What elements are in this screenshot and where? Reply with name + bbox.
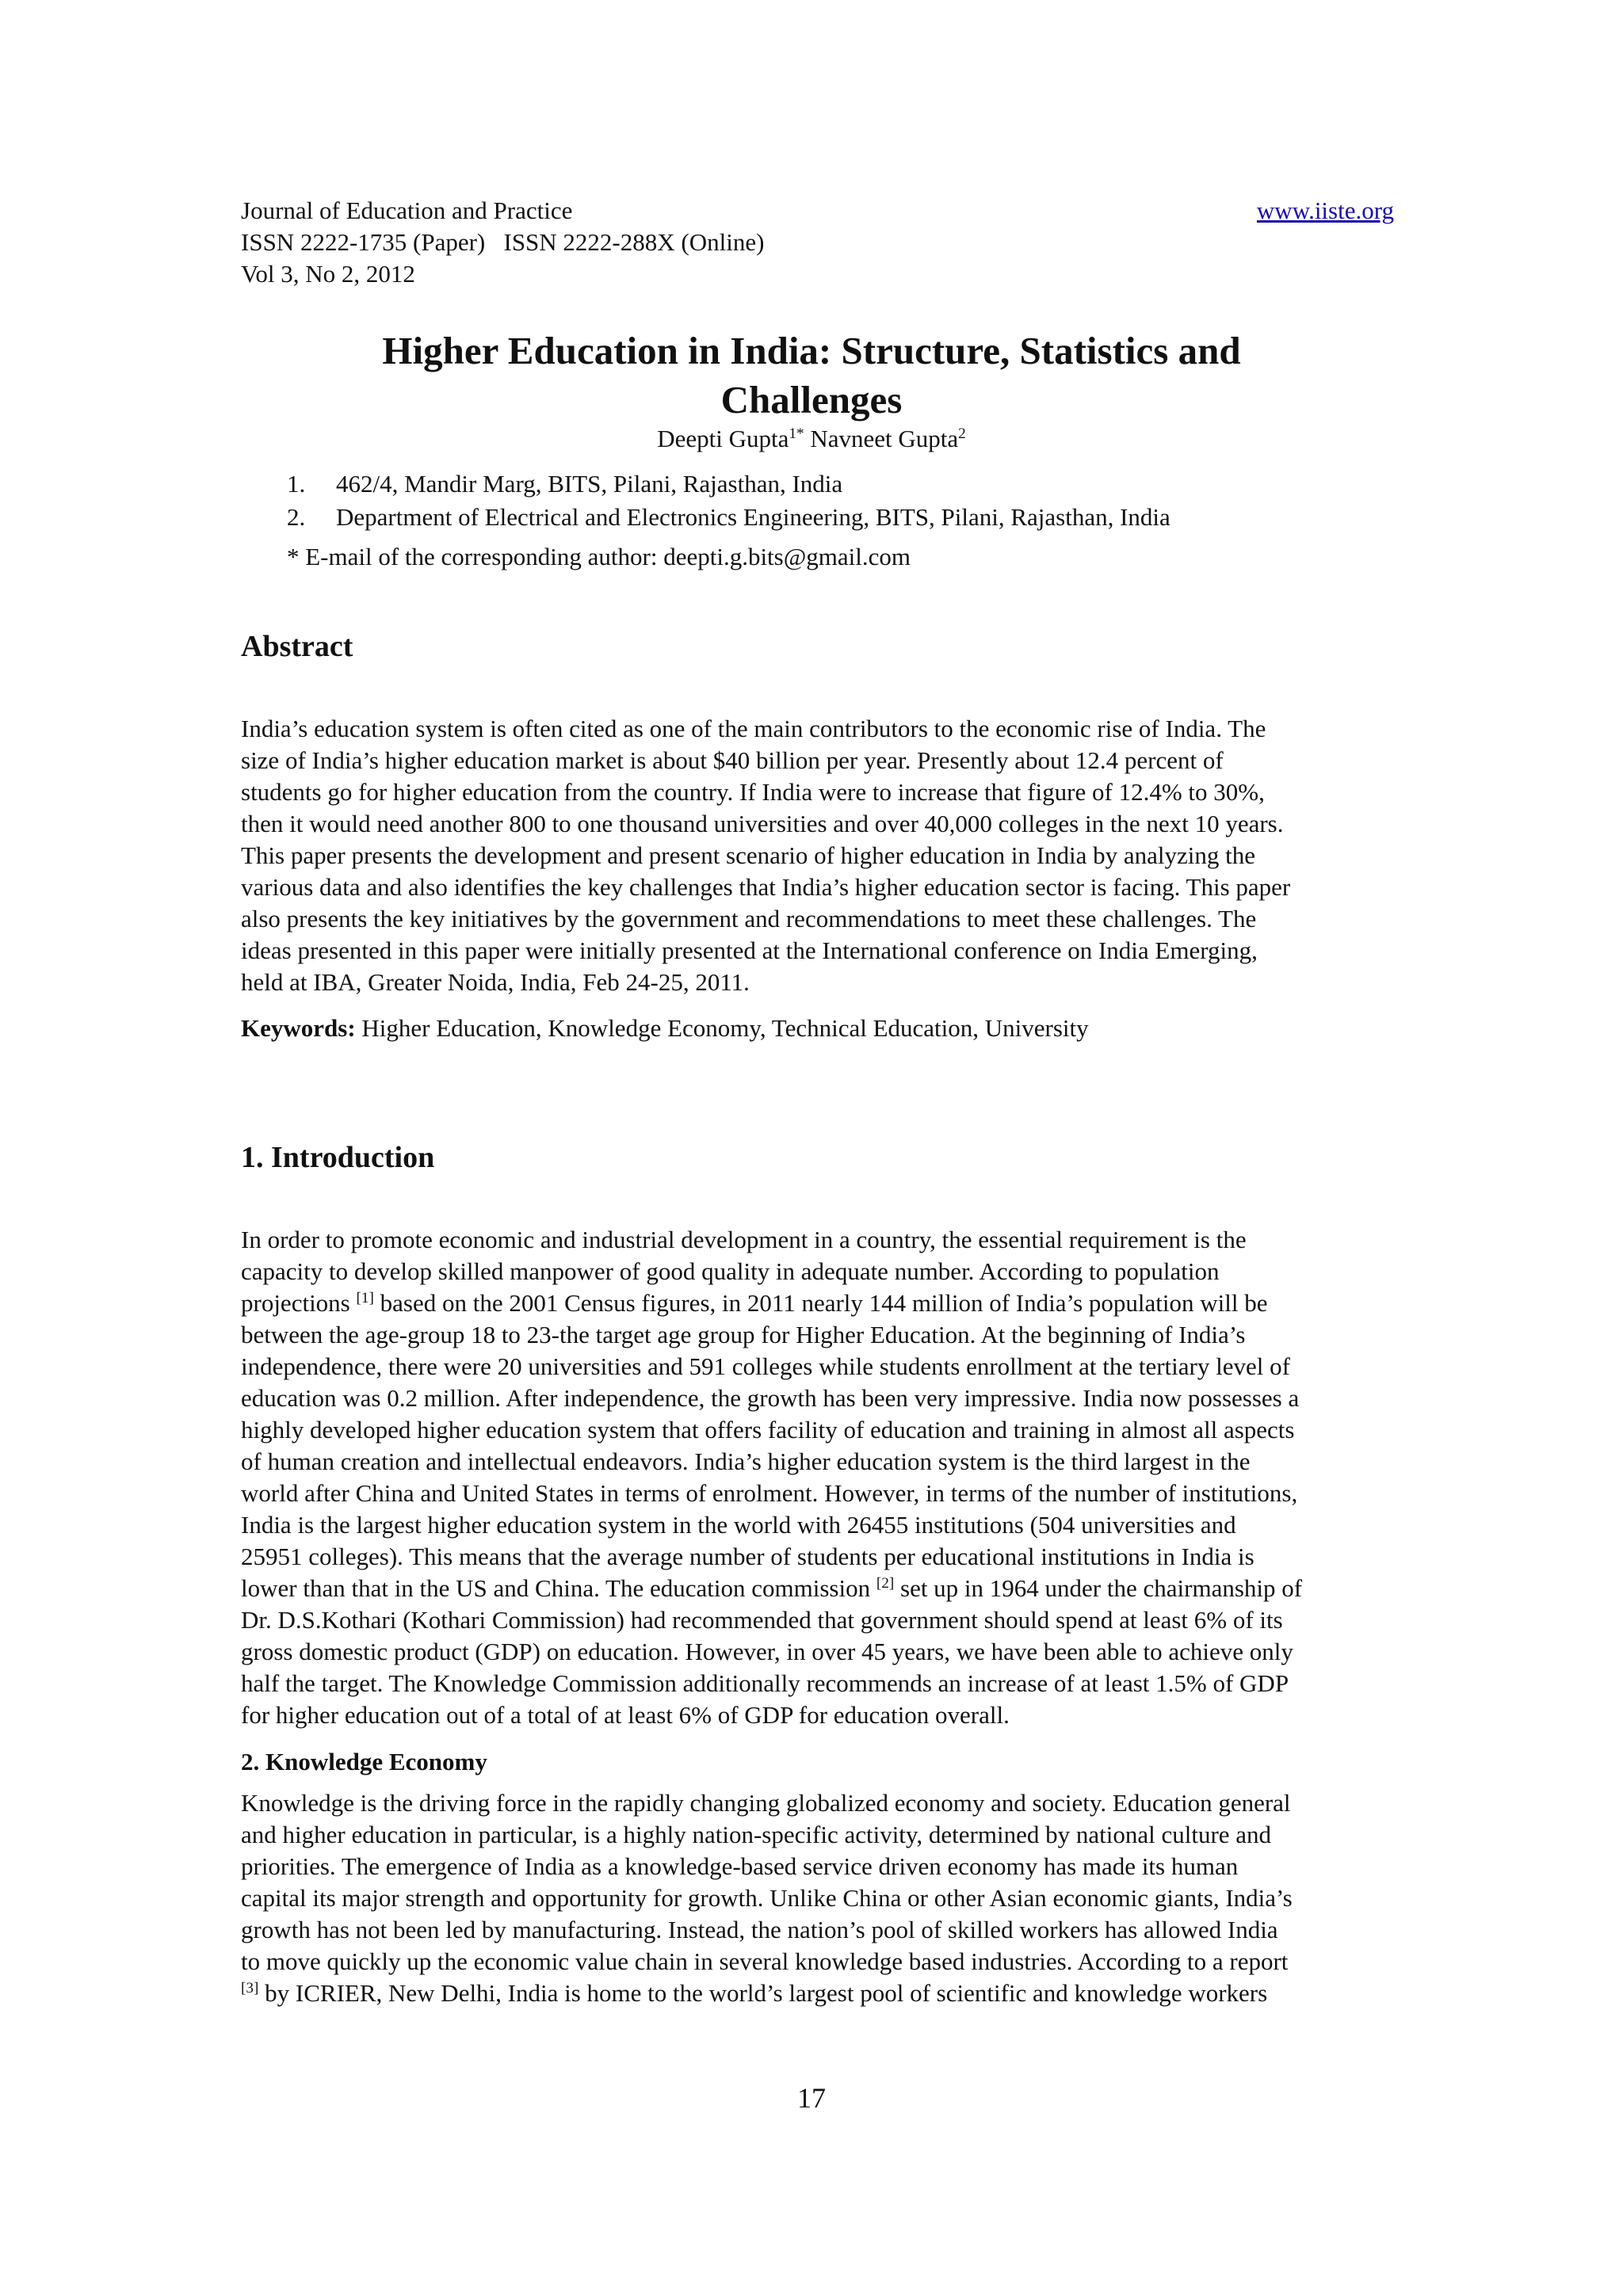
author-superscript: 2 (958, 425, 966, 442)
paper-title (241, 326, 1382, 425)
journal-issn: ISSN 2222-1735 (Paper) ISSN 2222-288X (Online) (241, 228, 765, 256)
text-line: size of India’s higher education market is about $40 billion per year. Presently about 12.4 percent of (241, 746, 1224, 774)
affiliation-text: 462/4, Mandir Marg, BITS, Pilani, Rajasthan, India (336, 470, 843, 498)
author-superscript: 1* (789, 425, 804, 442)
keywords (241, 1013, 1401, 1044)
text-line: growth has not been led by manufacturing. Instead, the nation’s pool of skilled workers has allowed India (241, 1916, 1278, 1943)
keywords-label: Keywords: (241, 1014, 356, 1042)
website-link[interactable]: www.iiste.org (1256, 196, 1394, 224)
text-line: independence, there were 20 universities and 591 colleges while students enrollment at the tertiary level of (241, 1352, 1290, 1380)
text-line: This paper presents the development and present scenario of higher education in India by analyzing the (241, 841, 1256, 869)
text-fragment: based on the 2001 Census figures, in 2011 nearly 144 million of India’s population will be (373, 1289, 1268, 1317)
affiliation-text: Department of Electrical and Electronics Engineering, BITS, Pilani, Rajasthan, India (336, 503, 1170, 531)
text-line: capital its major strength and opportunity for growth. Unlike China or other Asian economic giants, India’s (241, 1884, 1293, 1912)
introduction-body (241, 1224, 1401, 1731)
text-fragment: lower than that in the US and China. The education commission (241, 1574, 876, 1602)
text-line: various data and also identifies the key challenges that India’s higher education sector is facing. This paper (241, 873, 1291, 901)
text-line: 25951 colleges). This means that the average number of students per educational institutions in India is (241, 1543, 1254, 1570)
text-line (241, 1573, 1401, 1604)
text-line: of human creation and intellectual endeavors. India’s higher education system is the third largest in the (241, 1447, 1251, 1475)
keywords-text: Higher Education, Knowledge Economy, Technical Education, University (355, 1014, 1089, 1042)
journal-name: Journal of Education and Practice (241, 196, 573, 224)
text-line (241, 1287, 1401, 1319)
author-list (241, 423, 1382, 455)
author-name: Deepti Gupta (657, 425, 789, 452)
text-line: India’s education system is often cited as one of the main contributors to the economic rise of India. The (241, 715, 1266, 742)
journal-volume: Vol 3, No 2, 2012 (241, 260, 415, 288)
text-fragment: projections (241, 1289, 357, 1317)
knowledge-economy-heading: 2. Knowledge Economy (241, 1748, 487, 1775)
text-line: In order to promote economic and industrial development in a country, the essential requirement is the (241, 1226, 1247, 1253)
affiliation-item (287, 501, 1170, 534)
citation-ref: [3] (241, 1980, 259, 1997)
citation-ref: [2] (876, 1575, 895, 1592)
text-line: also presents the key initiatives by the government and recommendations to meet these challenges. The (241, 905, 1257, 933)
abstract-body (241, 713, 1401, 998)
title-line-2: Challenges (720, 378, 903, 421)
text-line: for higher education out of a total of at least 6% of GDP for education overall. (241, 1701, 1010, 1729)
citation-ref: [1] (356, 1290, 374, 1306)
text-line: to move quickly up the economic value chain in several knowledge based industries. According to a report (241, 1947, 1289, 1975)
text-line: then it would need another 800 to one thousand universities and over 40,000 colleges in the next 10 years. (241, 810, 1284, 837)
affiliation-number: 2. (287, 503, 306, 531)
text-line: Dr. D.S.Kothari (Kothari Commission) had recommended that government should spend at least 6% of its (241, 1606, 1283, 1634)
affiliation-number: 1. (287, 470, 306, 498)
text-line: priorities. The emergence of India as a knowledge-based service driven economy has made its human (241, 1852, 1239, 1880)
text-line: education was 0.2 million. After independence, the growth has been very impressive. India now possesses a (241, 1384, 1300, 1412)
text-line: capacity to develop skilled manpower of good quality in adequate number. According to population (241, 1257, 1220, 1285)
journal-header (241, 195, 764, 290)
affiliation-item (287, 467, 842, 501)
text-line: gross domestic product (GDP) on education. However, in over 45 years, we have been able to achieve only (241, 1638, 1293, 1665)
knowledge-economy-body (241, 1787, 1401, 2009)
text-line: highly developed higher education system that offers facility of education and training in almost all aspects (241, 1416, 1295, 1444)
abstract-heading: Abstract (241, 630, 353, 663)
text-line: Knowledge is the driving force in the rapidly changing globalized economy and society. Education general (241, 1789, 1291, 1817)
text-line: held at IBA, Greater Noida, India, Feb 24-25, 2011. (241, 968, 750, 996)
text-line: students go for higher education from the country. If India were to increase that figure of 12.4% to 30%, (241, 778, 1265, 806)
text-line: ideas presented in this paper were initially presented at the International conference on India Emerging, (241, 936, 1258, 964)
title-line-1: Higher Education in India: Structure, Statistics and (382, 329, 1241, 372)
text-line: between the age-group 18 to 23-the target age group for Higher Education. At the beginning of India’s (241, 1321, 1246, 1348)
text-line: India is the largest higher education system in the world with 26455 institutions (504 universities and (241, 1511, 1236, 1539)
text-fragment: set up in 1964 under the chairmanship of (894, 1574, 1303, 1602)
text-line: world after China and United States in terms of enrolment. However, in terms of the number of institutions, (241, 1479, 1298, 1507)
introduction-heading: 1. Introduction (241, 1141, 435, 1174)
text-line: and higher education in particular, is a highly nation-specific activity, determined by national culture and (241, 1821, 1272, 1848)
page-number: 17 (797, 2082, 826, 2114)
text-line: half the target. The Knowledge Commission additionally recommends an increase of at least 1.5% of GDP (241, 1669, 1289, 1697)
text-line (241, 1978, 1401, 2009)
text-fragment: by ICRIER, New Delhi, India is home to the world’s largest pool of scientific and knowledge workers (258, 1979, 1268, 2007)
corresponding-email: * E-mail of the corresponding author: deepti.g.bits@gmail.com (287, 543, 911, 570)
author-name: Navneet Gupta (810, 425, 959, 452)
